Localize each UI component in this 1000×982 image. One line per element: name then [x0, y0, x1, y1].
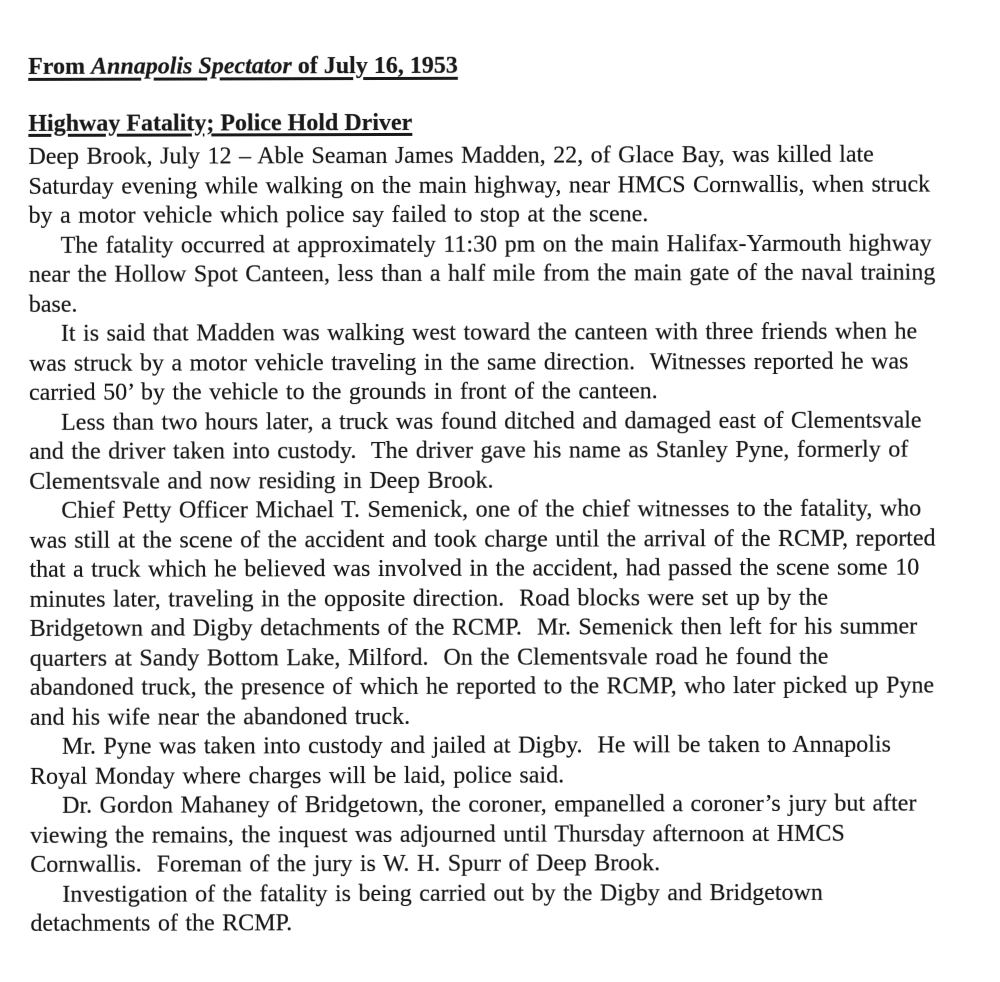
source-prefix: From [28, 53, 92, 80]
source-date: of July 16, 1953 [291, 52, 458, 80]
article-headline: Highway Fatality; Police Hold Driver [28, 109, 413, 137]
article-body [28, 141, 944, 940]
source-line [28, 50, 936, 82]
paragraph: Dr. Gordon Mahaney of Bridgetown, the coroner, empanelled a coroner’s jury but after viewing the remains, the inquest was adjourned until Thursday afternoon at HMCS Cornwallis. Foreman of the jury is W. H. Spurr of Deep Brook. [30, 790, 924, 878]
paragraph: Less than two hours later, a truck was found ditched and damaged east of Clementsvale and the driver taken into custody. The driver gave his name as Stanley Pyne, formerly of Clementsvale and now residing in Deep Brook. [29, 407, 930, 495]
paragraph: It is said that Madden was walking west toward the canteen with three friends when he was struck by a motor vehicle traveling in the same direction. Witnesses reported he was carried 50’ by the vehicle to the grounds in front of the canteen. [28, 318, 925, 406]
paragraph: Chief Petty Officer Michael T. Semenick, one of the chief witnesses to the fatality, who was still at the scene of the accident and took charge until the arrival of the RCMP, reported that a truck which he believed was involved in the accident, had passed the scene some 10 minutes later, traveling in the opposite direction. Road blocks were set up by the Bridgetown and Digby detachments of the RCMP. Mr. Semenick then left for his summer quarters at Sandy Bottom Lake, Milford. On the Clementsvale road he found the abandoned truck, the presence of which he reported to the RCMP, who later picked up Pyne and his wife near the abandoned truck. [29, 495, 944, 731]
paragraph: Deep Brook, July 12 – Able Seaman James Madden, 22, of Glace Bay, was killed late Saturday evening while walking on the main highway, near HMCS Cornwallis, when struck by a motor vehicle which police say failed to stop at the scene. [28, 141, 938, 229]
publication-name: Annapolis Spectator [91, 53, 292, 80]
paragraph: The fatality occurred at approximately 11:30 pm on the main Halifax-Yarmouth highway near the Hollow Spot Canteen, less than a half mile from the main gate of the naval training base. [28, 230, 943, 318]
paragraph: Mr. Pyne was taken into custody and jailed at Digby. He will be taken to Annapolis Royal Monday where charges will be laid, police said. [29, 731, 899, 790]
paragraph: Investigation of the fatality is being carried out by the Digby and Bridgetown detachments of the RCMP. [30, 879, 831, 937]
